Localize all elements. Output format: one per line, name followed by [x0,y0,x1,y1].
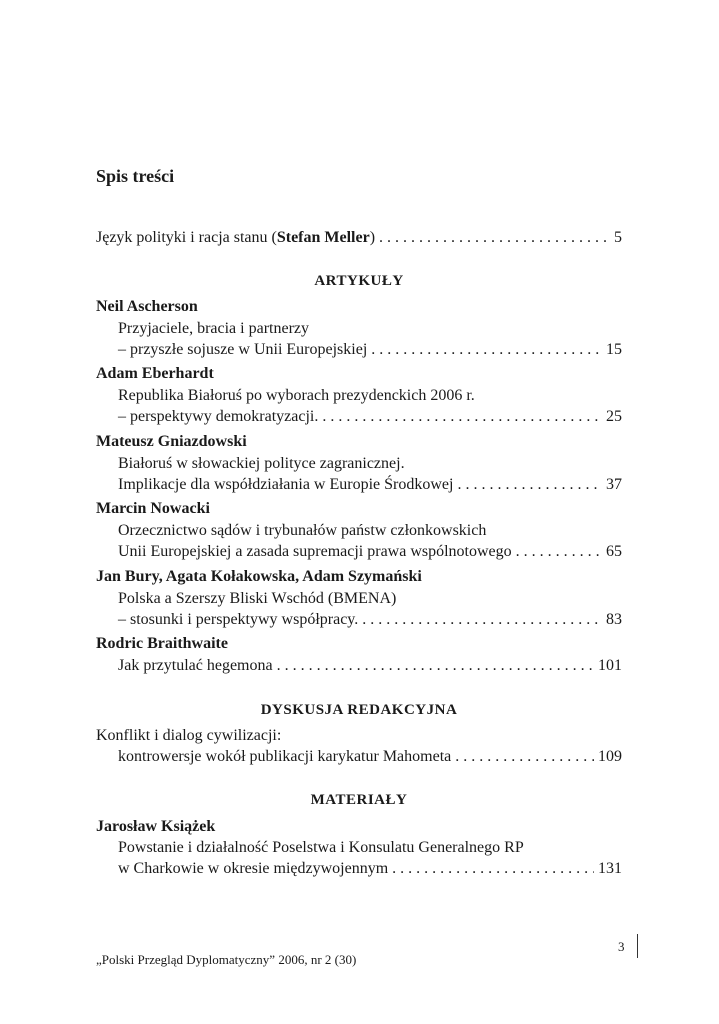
page-number: 37 [606,476,622,493]
entry-title-close: ) [369,229,376,246]
entry-author: Mateusz Gniazdowski [96,433,247,450]
toc-entry-ksiazek[interactable] [118,859,622,879]
entry-title-line: Konflikt i dialog cywilizacji: [96,727,282,744]
entry-title-line: – perspektywy demokratyzacji. [118,408,319,425]
entry-title-line: – stosunki i perspektywy współpracy. [118,611,359,628]
toc-entry-ascherson[interactable] [118,340,622,360]
entry-title [96,228,375,248]
entry-title-line: Implikacje dla współdziałania w Europie Środkowej [118,476,454,493]
page-number: 131 [598,860,622,877]
dot-leader [367,340,602,360]
page-number: 65 [606,543,622,560]
section-heading-artykuly: ARTYKUŁY [314,273,404,289]
entry-author: Adam Eberhardt [96,365,214,382]
toc-entry-gniazdowski[interactable] [118,475,622,495]
page-title: Spis treści [96,166,175,186]
folio-rule [637,934,638,958]
entry-title-line: Przyjaciele, bracia i partnerzy [118,320,309,337]
page-number: 5 [614,229,622,246]
section-heading-dyskusja: DYSKUSJA REDAKCYJNA [260,702,458,718]
toc-entry-braithwaite[interactable] [118,656,622,676]
entry-title-line: w Charkowie w okresie międzywojennym [118,860,389,877]
entry-author: Jan Bury, Agata Kołakowska, Adam Szymański [96,568,422,585]
dot-leader [388,859,594,879]
section-heading-materialy: MATERIAŁY [310,792,408,808]
entry-author: Marcin Nowacki [96,500,210,517]
entry-title-line: Orzecznictwo sądów i trybunałów państw członkowskich [118,522,487,539]
entry-title-line: Unii Europejskiej a zasada supremacji prawa wspólnotowego [118,543,512,560]
toc-entry-nowacki[interactable] [118,542,622,562]
entry-title-line: Jak przytulać hegemona [118,657,273,674]
dot-leader [453,475,602,495]
dot-leader [273,656,594,676]
entry-title-text: Język polityki i racja stanu ( [96,229,277,246]
entry-title-line: Białoruś w słowackiej polityce zagranicznej. [118,455,405,472]
entry-author: Stefan Meller [276,229,370,246]
dot-leader [512,542,602,562]
toc-entry-eberhardt[interactable] [118,407,622,427]
entry-title-line: Republika Białoruś po wyborach prezydenckich 2006 r. [118,387,475,404]
page-number: 25 [606,408,622,425]
dot-leader [318,407,602,427]
entry-title-line: Polska a Szerszy Bliski Wschód (BMENA) [118,590,397,607]
journal-footer: „Polski Przegląd Dyplomatyczny” 2006, nr 2 (30) [96,952,357,967]
page-number: 109 [598,748,622,765]
page-number: 15 [606,341,622,358]
entry-title-line: Powstanie i działalność Poselstwa i Konsulatu Generalnego RP [118,839,524,856]
page-number: 83 [606,611,622,628]
entry-author: Jarosław Książek [96,818,216,835]
entry-author: Rodric Braithwaite [96,635,228,652]
folio-page-number: 3 [618,939,625,954]
toc-entry-bury[interactable] [118,610,622,630]
dot-leader [375,228,610,248]
page-number: 101 [598,657,622,674]
entry-title-line: kontrowersje wokół publikacji karykatur Mahometa [118,748,452,765]
entry-title-line: – przyszłe sojusze w Unii Europejskiej [118,341,368,358]
toc-entry-dyskusja[interactable] [118,747,622,767]
entry-author: Neil Ascherson [96,298,198,315]
dot-leader [358,610,602,630]
toc-entry-intro[interactable] [96,228,622,248]
dot-leader [451,747,594,767]
